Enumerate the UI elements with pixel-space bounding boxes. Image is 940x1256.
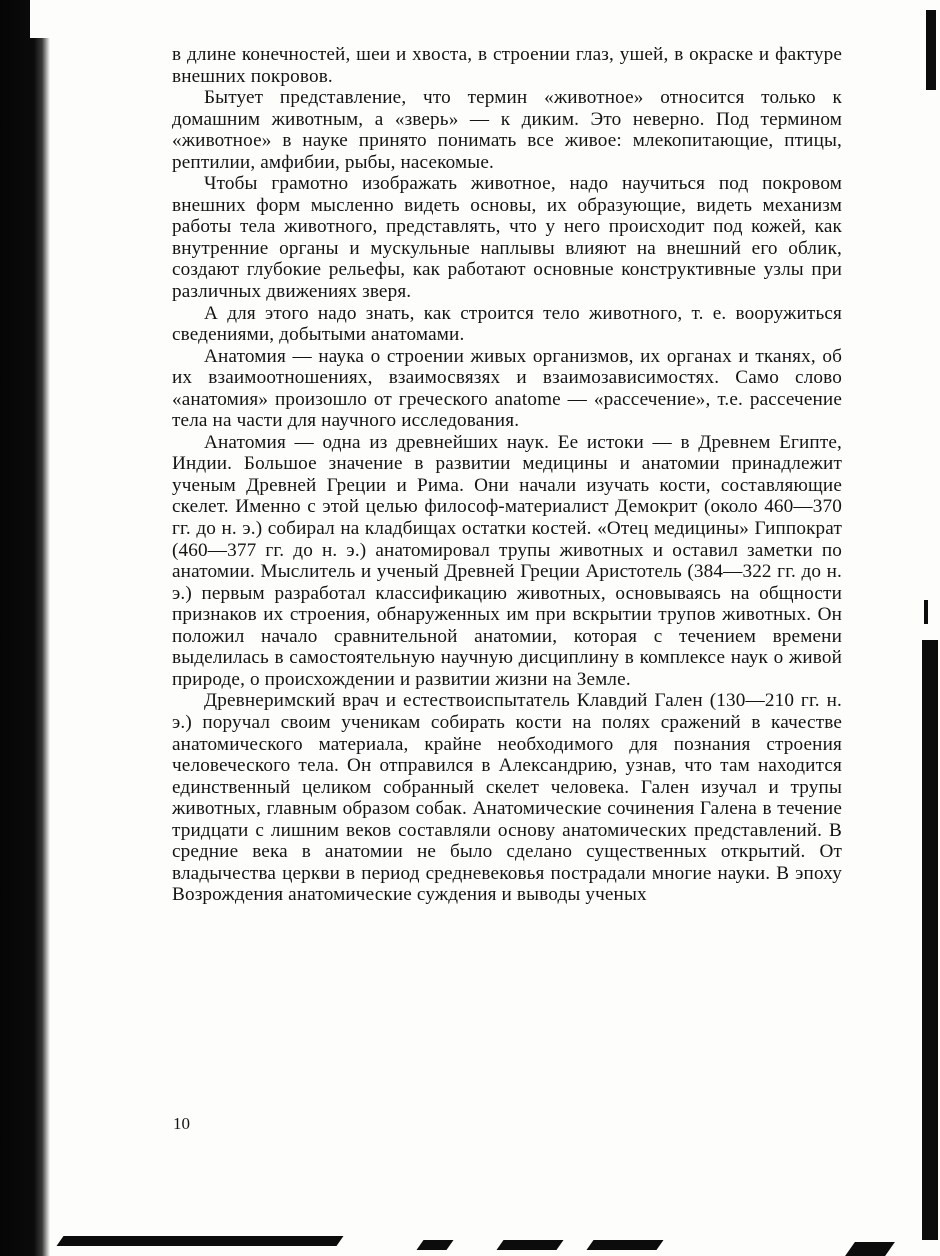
scan-shadow-right: [910, 0, 940, 1256]
scan-mark: [924, 600, 928, 624]
page-number: 10: [173, 1114, 190, 1133]
body-text: [172, 44, 842, 906]
paragraph: А для этого надо знать, как строится тело животного, т. е. вооружиться сведениями, добытыми анатомами.: [172, 302, 842, 346]
paragraph: Бытует представление, что термин «животное» относится только к домашним животным, а «зверь» — к диким. Это неверно. Под термином «животное» в науке принято понимать все живое: млекопитающие, птицы, рептилии, амфибии, рыбы, насекомые.: [172, 87, 842, 173]
paragraph: Анатомия — наука о строении живых организмов, их органах и тканях, об их взаимоотношениях, взаимосвязях и взаимозависимостях. Само слово «анатомия» произошло от греческого anatome — «рассечение», т.е. рассечение тела на части для научного исследования.: [172, 345, 842, 432]
scan-mark: [922, 640, 938, 1240]
scan-shadow-notch: [30, 0, 52, 38]
scan-streak: [56, 1236, 343, 1246]
paragraph: Анатомия — одна из древнейших наук. Ее истоки — в Древнем Египте, Индии. Большое значение в развитии медицины и анатомии принадлежит ученым Древней Греции и Рима. Они начали изучать кости, составляющие скелет. Именно с этой целью философ-материалист Демокрит (около 460—370 гг. до н. э.) собирал на кладбищах остатки костей. «Отец медицины» Гиппократ (460—377 гг. до н. э.) анатомировал трупы животных и оставил заметки по анатомии. Мыслитель и ученый Древней Греции Аристотель (384—322 гг. до н. э.) первым разработал классификацию животных, основываясь на общности признаков их строения, обнаруженных им при вскрытии трупов животных. Он положил начало сравнительной анатомии, которая с течением времени выделилась в самостоятельную научную дисциплину в комплексе наук о живой природе, о происхождении и развитии жизни на Земле.: [172, 431, 842, 690]
paragraph: Древнеримский врач и естествоиспытатель Клавдий Гален (130—210 гг. н. э.) поручал своим ученикам собирать кости на полях сражений в качестве анатомического материала, крайне необходимого для познания строения человеческого тела. Он отправился в Александрию, узнав, что там находится единственный целиком собранный скелет человека. Гален изучал и трупы животных, главным образом собак. Анатомические сочинения Галена в течение тридцати с лишним веков составляли основу анатомических представлений. В средние века в анатомии не было сделано существенных открытий. От владычества церкви в период средневековья пострадали многие науки. В эпоху Возрождения анатомические суждения и выводы ученых: [172, 690, 842, 906]
scan-shadow-bottom: [0, 1216, 940, 1256]
scan-mark: [926, 10, 936, 90]
scan-streak: [586, 1240, 663, 1250]
scan-streak: [845, 1242, 895, 1256]
scan-shadow-left: [0, 0, 50, 1256]
scan-streak: [416, 1240, 453, 1250]
paragraph: Чтобы грамотно изображать животное, надо научиться под покровом внешних форм мысленно видеть основы, их образующие, видеть механизм работы тела животного, представлять, что у него происходит под кожей, как внутренние органы и мускульные наплывы влияют на внешний его облик, создают глубокие рельефы, как работают основные конструктивные узлы при различных движениях зверя.: [172, 173, 842, 303]
scan-streak: [496, 1240, 563, 1250]
paragraph: в длине конечностей, шеи и хвоста, в строении глаз, ушей, в окраске и фактуре внешних покровов.: [172, 44, 842, 87]
